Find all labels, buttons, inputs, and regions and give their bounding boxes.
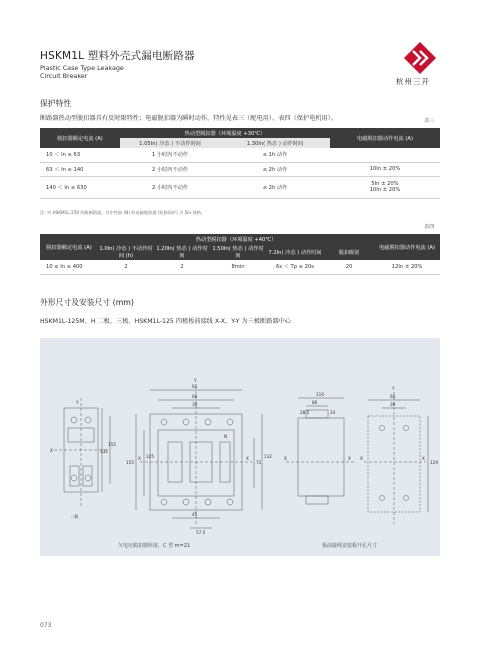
table3-cell: 1 小时内不动作 (120, 148, 220, 162)
table-row (40, 162, 440, 176)
table3-cell: ≤ 1h 动作 (220, 148, 330, 162)
technical-drawing-svg (40, 338, 440, 556)
table3-cell: 2 小时内不动作 (120, 176, 220, 198)
table4-head-sub: 脱扣级别 (324, 244, 374, 260)
dim-label: X (138, 456, 141, 461)
table3-cell: 10In ± 20% (330, 162, 440, 176)
protection-intro: 断路器热动型脱扣器具有反时限特性；电磁脱扣器为瞬时动作，特性见表三（配电用）、表四（保护电机用）。 (40, 115, 337, 122)
table4 (40, 234, 440, 275)
table3-head-current: 脱扣器额定电流 (A) (40, 128, 120, 148)
dimensions-model-line: HSKM1L-125M、H 二极、三极、HSKM1L-125 四极板前接线 X-X、Y-Y 为三极断路器中心 (40, 318, 291, 325)
table4-cell: 2 (98, 260, 154, 274)
table3-cell: ≤ 2h 动作 (220, 176, 330, 198)
caption-left: 欠电压脱扣器厚度，C 型 m=21 (118, 543, 191, 549)
subtitle-line-1: Plastic Case Type Leakage (40, 64, 124, 72)
dim-label: 28.5 (300, 410, 310, 415)
dim-label: 71 (256, 460, 262, 465)
dim-label: 92 (192, 384, 198, 389)
table-row (40, 260, 440, 274)
dim-label: 45 (192, 512, 198, 517)
caption-right: 板前接线安装板开孔尺寸 (322, 543, 378, 549)
brand-name: 杭州三开 (396, 77, 430, 86)
table3-note: 注: 对 HSKM1L-250 四极断路器，其中性极 (N) 的电磁脱扣器 (短路保护) 为 5In 规格。 (40, 210, 206, 215)
table4-head-sub: 1.50In( 热态 ) 动作时间 (210, 244, 266, 260)
table3-cell: 10 ＜ In ≤ 63 (40, 148, 120, 162)
table4-head-sub: 7.2In( 冷态 ) 动作时间 (266, 244, 324, 260)
table4-tag: 表四 (424, 224, 435, 230)
dim-label: 155 (108, 442, 116, 447)
dim-label: 60 (192, 394, 198, 399)
table4-cell: 8min (210, 260, 266, 274)
table4-head-current: 脱扣器额定电流 (A) (40, 234, 98, 260)
table3-cell: 2 小时内不动作 (120, 162, 220, 176)
section-heading-protection: 保护特性 (40, 99, 72, 108)
table3-head-sub2: 1.30In( 热态 ) 动作时间 (220, 138, 330, 148)
dim-label: 60 (390, 394, 396, 399)
table4-cell: 2 (154, 260, 210, 274)
dim-label: 30 (192, 402, 198, 407)
table3-tag: 表三 (424, 118, 435, 124)
table3-head-thermal: 热动型脱扣器（环境温度 +30℃） (120, 128, 330, 138)
dim-label: N (224, 434, 228, 439)
table4-head-sub: 1.20In( 热态 ) 动作时间 (154, 244, 210, 260)
dim-label: X (348, 456, 351, 461)
table4-cell: 20 (324, 260, 374, 274)
dim-label: 86 (312, 400, 318, 405)
table4-head-sub: 1.0In( 冷态 ) 不动作时间 (h) (99, 246, 153, 259)
table3-head-sub1: 1.05In( 冷态 ) 不动作时间 (120, 138, 220, 148)
dimension-drawing (40, 338, 440, 556)
table3-cell-line: 5In ± 20% (371, 181, 399, 187)
dim-label: X (246, 456, 249, 461)
dim-label: 125 (146, 454, 154, 459)
dim-label: Y (392, 386, 395, 391)
dim-label: 110 (316, 392, 324, 397)
table-row (40, 148, 440, 162)
table3-cell: ≤ 2h 动作 (220, 162, 330, 176)
dim-label: X (284, 456, 287, 461)
dim-label: 155 (126, 460, 134, 465)
table3 (40, 128, 440, 199)
two-pole-label: 二极 (70, 514, 79, 519)
dim-label: X (360, 456, 363, 461)
brand-logo-icon (402, 40, 438, 76)
dim-label: X (422, 456, 425, 461)
table4-head-magnetic: 电磁脱扣器动作电流 (A) (374, 234, 440, 260)
table4-cell: 6s ＜ Tp ≤ 20s (266, 260, 324, 274)
table3-cell: 140 ＜ In ≤ 630 (40, 176, 120, 198)
dim-label: Y (194, 378, 197, 383)
table4-head-thermal: 热动型脱扣器（环境温度 +40℃） (98, 234, 374, 244)
table3-cell (330, 148, 440, 162)
dim-label: 129 (430, 460, 438, 465)
dim-label: 132 (100, 449, 108, 454)
dim-label: X (50, 448, 53, 453)
table3-cell-line: 10In ± 20% (369, 187, 401, 193)
dim-label: Y (76, 400, 79, 405)
table3-cell: 63 ＜ In ≤ 140 (40, 162, 120, 176)
dim-label: 132 (264, 454, 272, 459)
table3-cell (330, 176, 440, 198)
dim-label: 30 (390, 402, 396, 407)
page-title: HSKM1L 塑料外壳式漏电断路器 (40, 50, 195, 62)
dim-label: 57.5 (196, 530, 206, 535)
table4-cell: 10 ≤ In ≤ 400 (40, 260, 98, 274)
table4-cell: 12In ± 20% (374, 260, 440, 274)
section-heading-dimensions: 外形尺寸及安装尺寸 (mm) (40, 298, 134, 307)
subtitle-line-2: Circuit Breaker (40, 72, 88, 80)
page-number: 073 (40, 622, 52, 629)
dim-label: 24 (330, 410, 336, 415)
table-row (40, 176, 440, 198)
table3-head-magnetic: 电磁脱扣器动作电流 (A) (330, 128, 440, 148)
